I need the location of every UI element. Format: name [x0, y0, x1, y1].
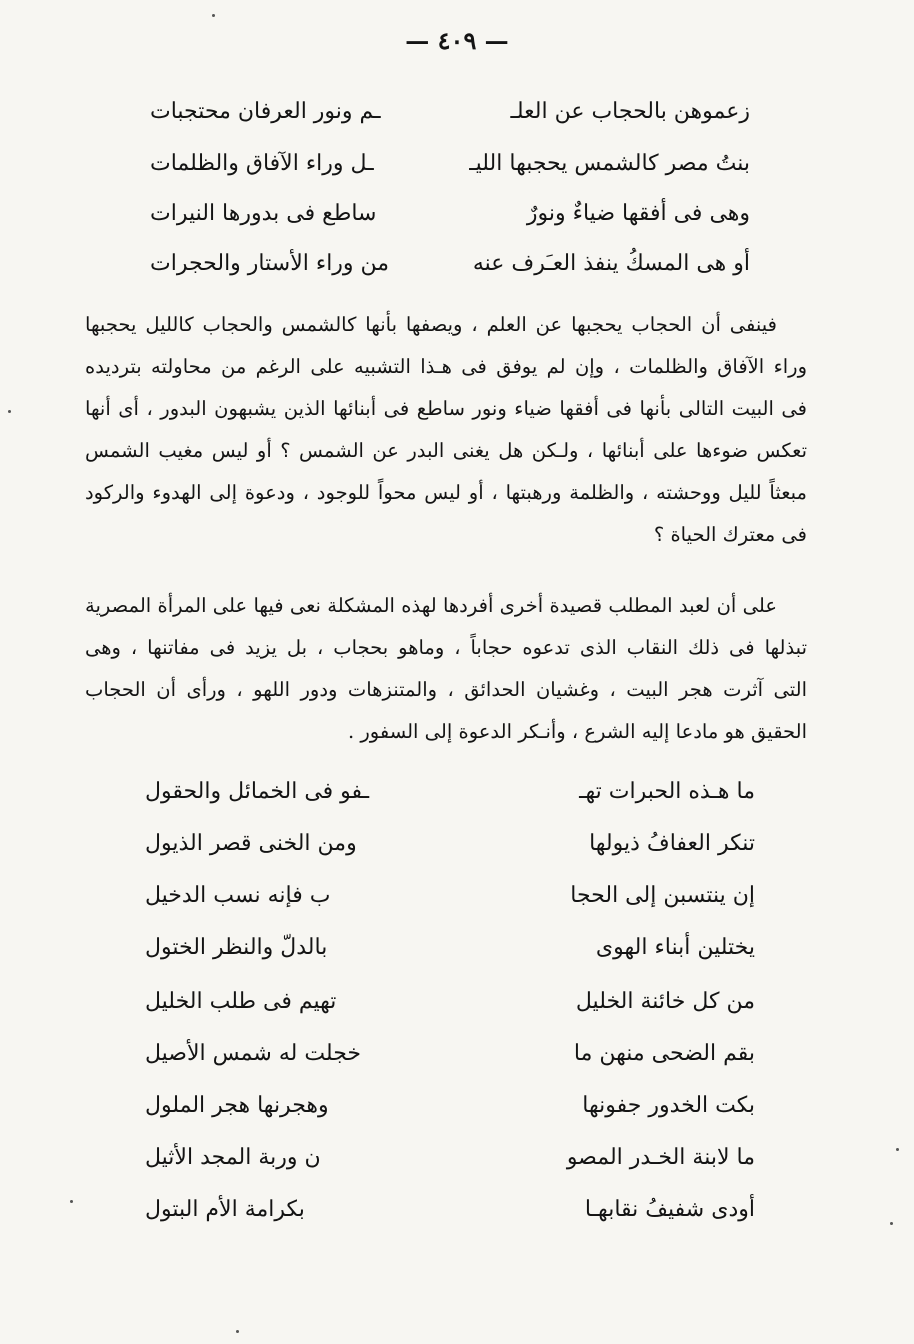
- verse-right-hemistich: بنتُ مصر كالشمس يحجبها الليـ: [469, 151, 750, 176]
- verse-right-hemistich: ما لابنة الخـدر المصو: [566, 1145, 755, 1170]
- verse-line: [150, 192, 750, 236]
- paragraph-1: [85, 304, 807, 556]
- verse-line: [150, 142, 750, 186]
- verse-line: [150, 90, 750, 134]
- verse-right-hemistich: أو هى المسكُ ينفذ العـَرف عنه: [472, 251, 750, 276]
- verse-left-hemistich: تهيم فى طلب الخليل: [145, 989, 337, 1014]
- verse-right-hemistich: بقم الضحى منهن ما: [573, 1041, 755, 1066]
- scan-speck: [236, 1330, 239, 1333]
- verse-line: [145, 822, 755, 866]
- scan-speck: [890, 1222, 893, 1225]
- verse-line: [145, 980, 755, 1024]
- verse-left-hemistich: ومن الخنى قصر الذيول: [145, 831, 357, 856]
- verse-line: [145, 1136, 755, 1180]
- verse-right-hemistich: يختلين أبناء الهوى: [595, 935, 755, 960]
- paragraph-2: [85, 585, 807, 753]
- paragraph-line: على أن لعبد المطلب قصيدة أخرى أفردها لهذه المشكلة نعى فيها على المرأة المصرية: [85, 594, 777, 617]
- verse-right-hemistich: من كل خائنة الخليل: [575, 989, 755, 1014]
- verse-left-hemistich: ن وربة المجد الأثيل: [145, 1145, 321, 1170]
- verse-right-hemistich: بكت الخدور جفونها: [582, 1093, 755, 1118]
- verse-left-hemistich: ساطع فى بدورها النيرات: [150, 201, 377, 226]
- paragraph-line: التى آثرت هجر البيت ، وغشيان الحدائق ، والمتنزهات ودور اللهو ، ورأى أن الحجاب: [85, 678, 807, 701]
- paragraph-line: فى البيت التالى بأنها فى أفقها ضياء ونور ساطع فى أبنائها الذين يشبهون البدور ، أى أنها: [85, 397, 807, 420]
- verse-left-hemistich: ب فإنه نسب الدخيل: [145, 883, 331, 908]
- verse-right-hemistich: أودى شفيفُ نقابهـا: [584, 1197, 755, 1222]
- verse-line: [145, 926, 755, 970]
- verse-line: [145, 1032, 755, 1076]
- verse-left-hemistich: خجلت له شمس الأصيل: [145, 1041, 362, 1066]
- verse-line: [145, 770, 755, 814]
- poem-block-1: [150, 90, 750, 290]
- paragraph-line: الحقيق هو مادعا إليه الشرع ، وأنـكر الدعوة إلى السفور .: [347, 720, 807, 743]
- verse-right-hemistich: ما هـذه الحبرات تهـ: [579, 779, 755, 804]
- verse-right-hemistich: تنكر العفافُ ذيولها: [589, 831, 755, 856]
- verse-left-hemistich: ـم ونور العرفان محتجبات: [150, 99, 381, 124]
- page-number: — ٤٠٩ —: [405, 26, 509, 55]
- verse-left-hemistich: ـفو فى الخمائل والحقول: [145, 779, 370, 804]
- verse-left-hemistich: بالدلّ والنظر الختول: [145, 935, 328, 960]
- verse-left-hemistich: وهجرنها هجر الملول: [145, 1093, 329, 1118]
- scan-speck: [212, 14, 215, 17]
- verse-line: [145, 874, 755, 918]
- verse-right-hemistich: وهى فى أفقها ضياءٌ ونورٌ: [526, 201, 750, 226]
- scan-speck: [70, 1200, 73, 1203]
- paragraph-line: فى معترك الحياة ؟: [653, 523, 807, 546]
- poem-block-2: [145, 770, 755, 1240]
- verse-left-hemistich: ـل وراء الآفاق والظلمات: [150, 151, 374, 176]
- paragraph-line: مبعثاً لليل ووحشته ، والظلمة ورهبتها ، أو ليس محواً للوجود ، ودعوة إلى الهدوء والركود: [85, 481, 807, 504]
- scan-speck: [896, 1148, 899, 1151]
- scan-speck: [8, 410, 11, 413]
- paragraph-line: تعكس ضوءها على أبنائها ، ولـكن هل يغنى البدر عن الشمس ؟ أو ليس مغيب الشمس: [85, 439, 807, 462]
- paragraph-line: فينفى أن الحجاب يحجبها عن العلم ، ويصفها بأنها كالشمس والحجاب كالليل يحجبها: [85, 313, 777, 336]
- verse-right-hemistich: زعموهن بالحجاب عن العلـ: [510, 99, 750, 124]
- verse-left-hemistich: من وراء الأستار والحجرات: [150, 251, 390, 276]
- verse-left-hemistich: بكرامة الأم البتول: [145, 1197, 305, 1222]
- verse-right-hemistich: إن ينتسبن إلى الحجا: [570, 883, 755, 908]
- paragraph-line: وراء الآفاق والظلمات ، وإن لم يوفق فى هـذا التشبيه على الرغم من محاولته بترديده: [85, 355, 807, 378]
- verse-line: [150, 242, 750, 286]
- verse-line: [145, 1084, 755, 1128]
- verse-line: [145, 1188, 755, 1232]
- paragraph-line: تبذلها فى ذلك النقاب الذى تدعوه حجاباً ، وماهو بحجاب ، بل يزيد فى مفاتنها ، وهى: [85, 636, 807, 659]
